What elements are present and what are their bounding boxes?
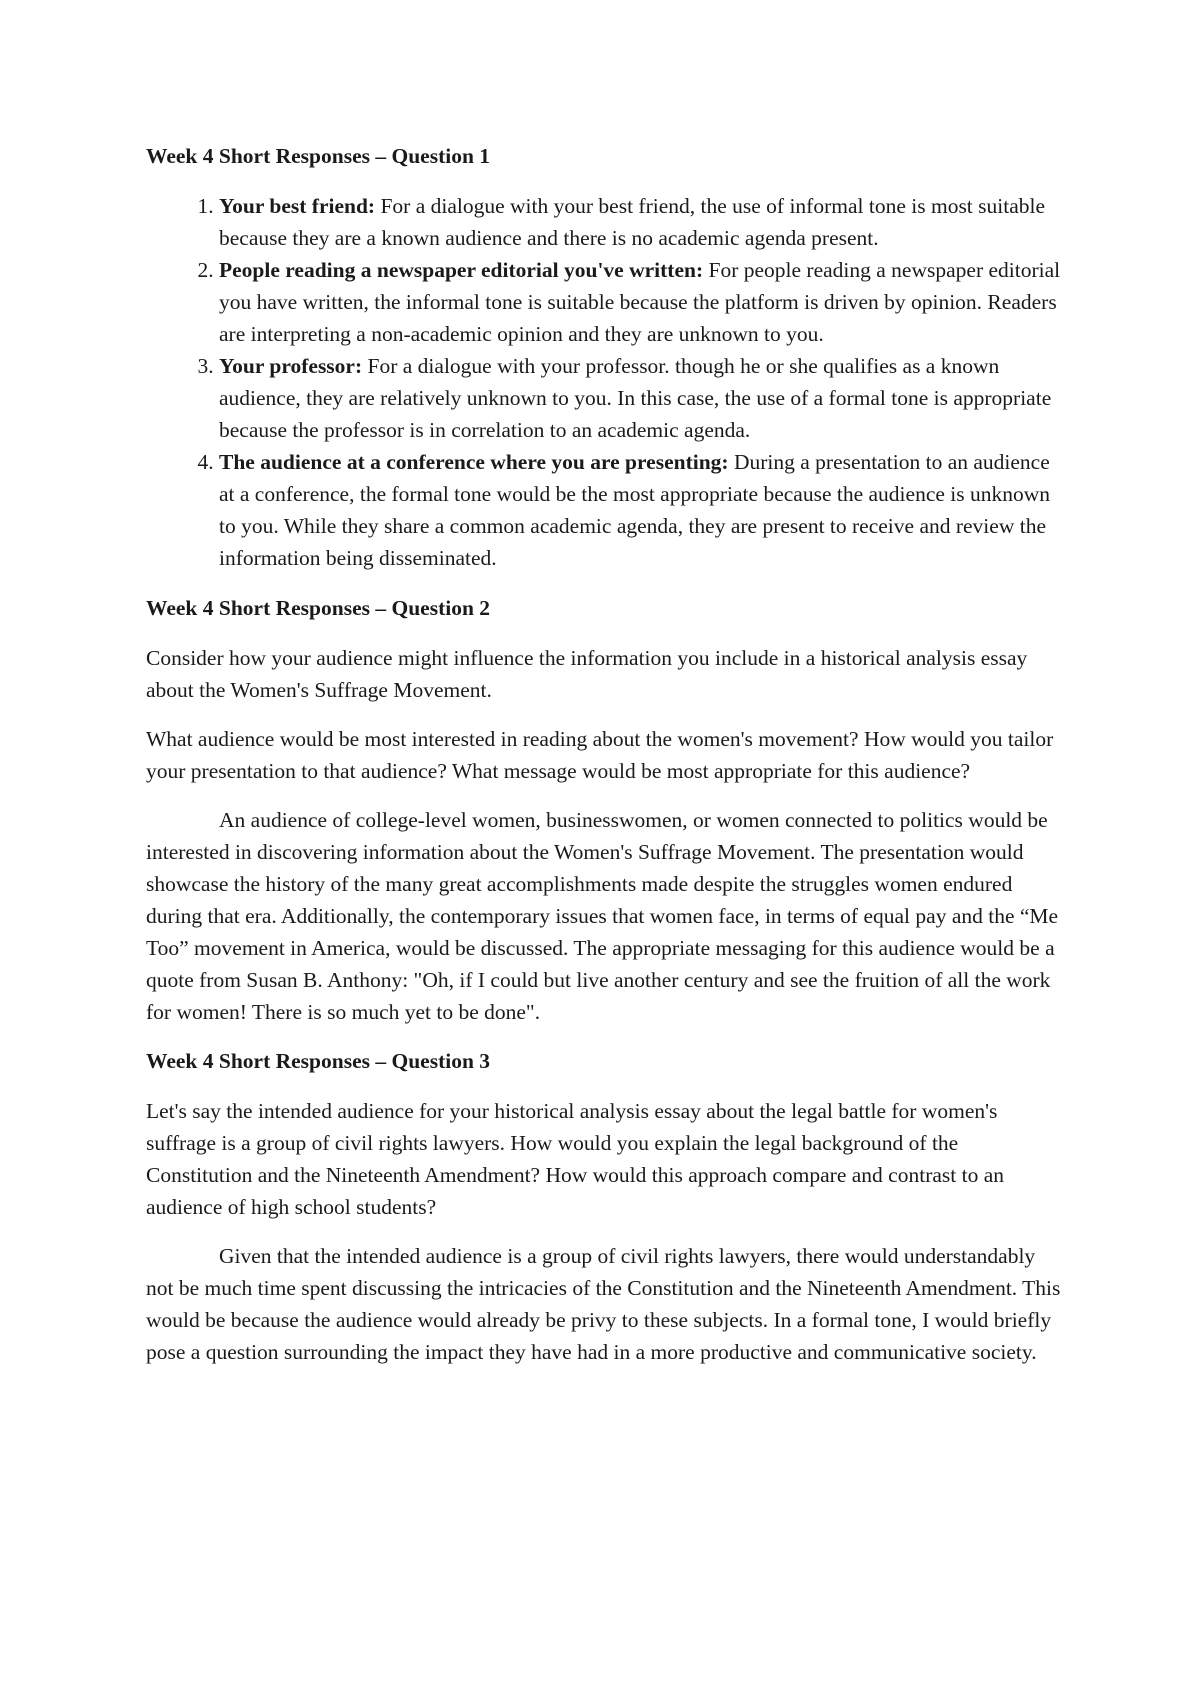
list-item-label: People reading a newspaper editorial you've written: bbox=[219, 258, 704, 282]
list-item-text: For a dialogue with your best friend, the use of informal tone is most suitable because they are a known audience and there is no academic agenda present. bbox=[219, 194, 1046, 250]
document-page bbox=[146, 140, 1066, 1385]
list-item-label: Your best friend: bbox=[219, 194, 376, 218]
list-item-label: The audience at a conference where you are presenting: bbox=[219, 450, 729, 474]
question-1-heading: Week 4 Short Responses – Question 1 bbox=[146, 144, 491, 168]
list-item-text: For a dialogue with your professor. though he or she qualifies as a known audience, they are relatively unknown to you. In this case, the use of a formal tone is appropriate because the professor is in correlation to an academic agenda. bbox=[219, 354, 1052, 442]
question-3-answer: Given that the intended audience is a group of civil rights lawyers, there would understandably not be much time spent discussing the intricacies of the Constitution and the Nineteenth Amendment. This would be because the audience would already be privy to these subjects. In a formal tone, I would briefly pose a question surrounding the impact they have had in a more productive and communicative society. bbox=[146, 1244, 1061, 1364]
question-1-list bbox=[146, 190, 1066, 574]
question-3-heading: Week 4 Short Responses – Question 3 bbox=[146, 1049, 491, 1073]
list-item bbox=[219, 190, 1066, 254]
list-item-text: During a presentation to an audience at a conference, the formal tone would be the most appropriate because the audience is unknown to you. While they share a common academic agenda, they are present to receive and review the information being disseminated. bbox=[219, 450, 1051, 570]
question-2-prompt-1: Consider how your audience might influence the information you include in a historical analysis essay about the Women's Suffrage Movement. bbox=[146, 646, 1028, 702]
question-2-heading: Week 4 Short Responses – Question 2 bbox=[146, 596, 491, 620]
question-2-answer: An audience of college-level women, businesswomen, or women connected to politics would be interested in discovering information about the Women's Suffrage Movement. The presentation would showcase the history of the many great accomplishments made despite the struggles women endured during that era. Additionally, the contemporary issues that women face, in terms of equal pay and the “Me Too” movement in America, would be discussed. The appropriate messaging for this audience would be a quote from Susan B. Anthony: "Oh, if I could but live another century and see the fruition of all the work for women! There is so much yet to be done". bbox=[146, 808, 1059, 1024]
list-item-text: For people reading a newspaper editorial you have written, the informal tone is suitable because the platform is driven by opinion. Readers are interpreting a non-academic opinion and they are unknown to you. bbox=[219, 258, 1061, 346]
list-item bbox=[219, 350, 1066, 446]
list-item-label: Your professor: bbox=[219, 354, 363, 378]
list-item bbox=[219, 446, 1066, 574]
list-item bbox=[219, 254, 1066, 350]
question-2-prompt-2: What audience would be most interested in reading about the women's movement? How would you tailor your presentation to that audience? What message would be most appropriate for this audience? bbox=[146, 727, 1054, 783]
question-3-prompt: Let's say the intended audience for your historical analysis essay about the legal battle for women's suffrage is a group of civil rights lawyers. How would you explain the legal background of the Constitution and the Nineteenth Amendment? How would this approach compare and contrast to an audience of high school students? bbox=[146, 1099, 1005, 1219]
